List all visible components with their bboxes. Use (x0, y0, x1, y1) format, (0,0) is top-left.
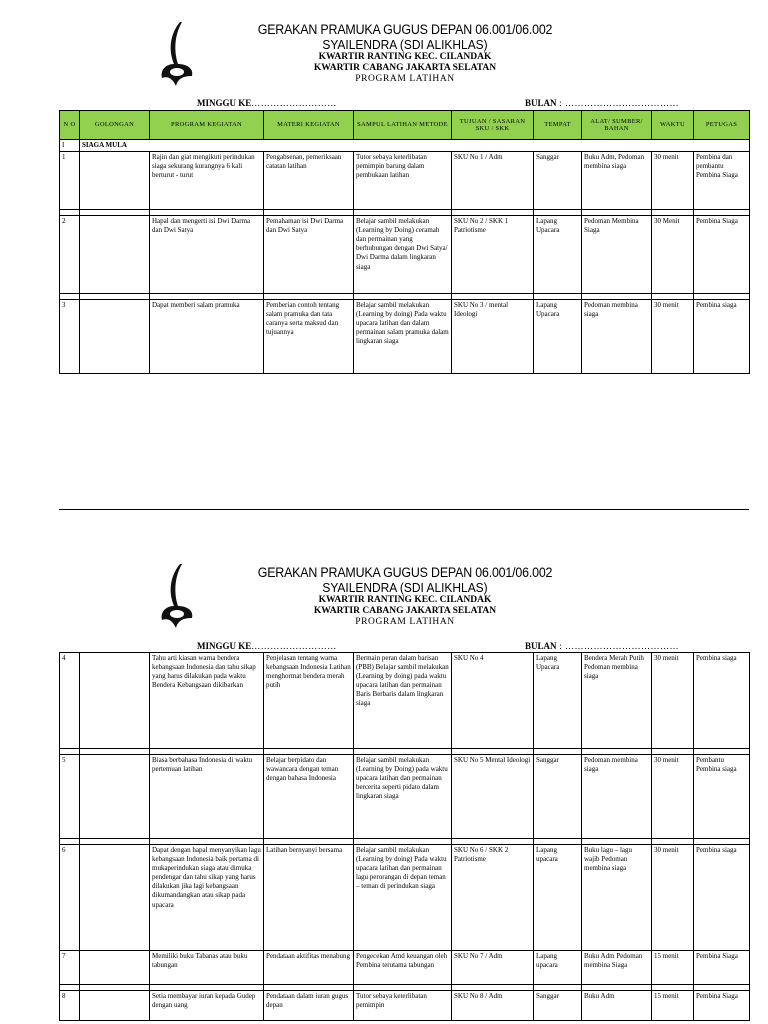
col-header-alat: ALAT/ SUMBER/ BAHAN (582, 111, 652, 140)
cell-no: 7 (60, 951, 80, 985)
cell-tempat: Lapang upacara (534, 951, 582, 985)
cell-golongan (80, 300, 150, 374)
bulan-dots: : ……………………………… (556, 98, 680, 108)
col-header-tujuan: TUJUAN / SASARAN SKU / SKK (452, 111, 534, 140)
col-header-golongan: GOLONGAN (80, 111, 150, 140)
header-line-2: SYAILENDRA (SDI ALIKHLAS) (322, 36, 488, 52)
cell-alat: Pedoman Membina Siaga (582, 216, 652, 294)
cell-alat: Buku Adm (582, 991, 652, 1021)
minggu-dots: ……………………… (251, 641, 337, 651)
header-line-4: KWARTIR CABANG JAKARTA SELATAN (313, 63, 497, 74)
cell-tujuan: SKU No 3 / mental Ideologi (452, 300, 534, 374)
col-header-program: PROGRAM KEGIATAN (150, 111, 264, 140)
header-line-2: SYAILENDRA (SDI ALIKHLAS) (322, 579, 488, 595)
table-row (60, 152, 750, 210)
minggu-label: MINGGU KE (197, 98, 252, 108)
cell-tempat: Lapang Upacara (534, 653, 582, 749)
cell-alat: Pedoman membina siaga (582, 755, 652, 839)
cell-tujuan: SKU No 6 / SKK 2 Patriotisme (452, 845, 534, 951)
cell-golongan (80, 755, 150, 839)
cell-program: Biasa berbahasa Indonesia di waktu pertemuan latihan (150, 755, 264, 839)
table-row (60, 300, 750, 374)
cell-waktu: 30 menit (652, 300, 694, 374)
cell-alat: Bendera Merah Putih Pedoman membina siaga (582, 653, 652, 749)
cell-program: Memiliki buku Tabanas atau buku tabungan (150, 951, 264, 985)
cell-metode: Belajar sambil melakukan (Learning by Doing) pada waktu upacara latihan dan permainan bercerita seperti pidato dalam lingkaran siaga (354, 755, 452, 839)
cell-alat: Pedoman membina siaga (582, 300, 652, 374)
header-line-3: KWARTIR RANTING KEC. CILANDAK (318, 595, 492, 606)
cell-no: 5 (60, 755, 80, 839)
table-row (60, 216, 750, 294)
cell-program: Hapal dan mengerti isi Dwi Darma dan Dwi Satya (150, 216, 264, 294)
col-header-no: N O (60, 111, 80, 140)
cell-materi: Pendataan dalam iuran gugus depan (264, 991, 354, 1021)
cell-materi: Pengabsenan, pemeriksaan catatan latihan (264, 152, 354, 210)
cell-metode: Belajar sambil melakukan (Learning by doing) Pada waktu upacara latihan dan permainan lagu perorangan di depan teman – teman di perindukan siaga (354, 845, 452, 951)
minggu-label: MINGGU KE (197, 641, 252, 651)
cell-no: 3 (60, 300, 80, 374)
cell-petugas: Pembina dan pembantu Pembina Siaga (694, 152, 750, 210)
header-line-1: GERAKAN PRAMUKA GUGUS DEPAN 06.001/06.002 (257, 22, 553, 37)
cell-no: 2 (60, 216, 80, 294)
cell-waktu: 15 menit (652, 991, 694, 1021)
page-separator (59, 509, 749, 510)
header-line-4: KWARTIR CABANG JAKARTA SELATAN (313, 606, 497, 617)
minggu-dots: ……………………… (251, 98, 337, 108)
cell-metode: Bermain peran dalam barisan (PBB) Belajar sambil melakukan (Learning by doing) pada waktu upacara latihan dan permainan Baris Berbaris dalam lingkaran siaga (354, 653, 452, 749)
cell-waktu: 15 menit (652, 951, 694, 985)
cell-program: Dapat memberi salam pramuka (150, 300, 264, 374)
cell-materi: Latihan bernyanyi bersama (264, 845, 354, 951)
cell-golongan (80, 845, 150, 951)
cell-materi: Penjelasan tentang warna kebangsaan Indonesia Latihan menghormat bendera merah putih (264, 653, 354, 749)
cell-petugas: Pembina Siaga (694, 951, 750, 985)
header-line-1: GERAKAN PRAMUKA GUGUS DEPAN 06.001/06.002 (257, 565, 553, 580)
section-label: SIAGA MULA (80, 140, 750, 152)
cell-metode: Belajar sambil melakukan (Learning by Doing) ceramah dan permainan yang berhubungan dengan Dwi Satya/ Dwi Darma dalam lingkaran siaga (354, 216, 452, 294)
cell-materi: Pendataan aktifitas menabung (264, 951, 354, 985)
cell-program: Rajin dan giat mengikuti perindukan siaga sekurang kurangnya 6 kali berturut - turut (150, 152, 264, 210)
cell-tempat: Lapang upacara (534, 845, 582, 951)
cell-metode: Tutor sebaya keterlibatan pemimpin barung dalam pembukaan latihan (354, 152, 452, 210)
cell-golongan (80, 216, 150, 294)
program-table-1 (59, 110, 750, 374)
bulan-dots: : ……………………………… (556, 641, 680, 651)
bulan-label: BULAN (525, 98, 557, 108)
cell-tujuan: SKU No 1 / Adm (452, 152, 534, 210)
cell-metode: Tutor sebaya keterlibatan pemimpin (354, 991, 452, 1021)
cell-petugas: Pembina Siaga (694, 991, 750, 1021)
cell-tempat: Sanggar (534, 755, 582, 839)
minggu-ke-field (197, 641, 337, 651)
cell-alat: Buku lagu – lagu wajib Pedoman membina siaga (582, 845, 652, 951)
cell-tujuan: SKU No 5 Mental Ideologi (452, 755, 534, 839)
col-header-petugas: PETUGAS (694, 111, 750, 140)
bulan-field (525, 98, 679, 108)
cell-golongan (80, 991, 150, 1021)
cell-metode: Pengecekan Amd keuangan oleh Pembina terutama tabungan (354, 951, 452, 985)
cell-materi: Pemahaman isi Dwi Darma dan Dwi Satya (264, 216, 354, 294)
table-row (60, 951, 750, 985)
cell-program: Setia membayar iuran kepada Gudep dengan uang (150, 991, 264, 1021)
cell-materi: Belajar berpidato dan wawancara dengan teman dengan bahasa Indonesia (264, 755, 354, 839)
cell-waktu: 30 menit (652, 653, 694, 749)
col-header-metode: SAMPUL LATIHAN METODE (354, 111, 452, 140)
cell-golongan (80, 152, 150, 210)
tunas-kelapa-logo-icon (158, 562, 194, 628)
table-row (60, 845, 750, 951)
cell-no: 4 (60, 653, 80, 749)
section-row (60, 140, 750, 152)
cell-tempat: Lapang Upacara (534, 216, 582, 294)
cell-tujuan: SKU No 8 / Adm (452, 991, 534, 1021)
cell-petugas: Pembina siaga (694, 300, 750, 374)
tunas-kelapa-logo-icon (158, 20, 194, 86)
cell-tempat: Sanggar (534, 152, 582, 210)
cell-tujuan: SKU No 2 / SKK 1 Patriotisme (452, 216, 534, 294)
table-header-row (60, 111, 750, 140)
cell-tempat: Lapang Upacara (534, 300, 582, 374)
header-line-3: KWARTIR RANTING KEC. CILANDAK (318, 52, 492, 63)
header-line-5: PROGRAM LATIHAN (355, 617, 455, 628)
cell-metode: Belajar sambil melakukan (Learning by doing) Pada waktu upacara latihan dan dalam permainan salam pramuka dalam lingkaran siaga (354, 300, 452, 374)
cell-waktu: 30 menit (652, 755, 694, 839)
cell-alat: Buku Adm, Pedoman membina siaga (582, 152, 652, 210)
table-row (60, 755, 750, 839)
cell-petugas: Pembantu Pembina siaga (694, 755, 750, 839)
cell-waktu: 30 Menit (652, 216, 694, 294)
cell-no: 6 (60, 845, 80, 951)
col-header-materi: MATERI KEGIATAN (264, 111, 354, 140)
cell-petugas: Pembina siaga (694, 653, 750, 749)
cell-tempat: Sanggar (534, 991, 582, 1021)
col-header-tempat: TEMPAT (534, 111, 582, 140)
cell-golongan (80, 951, 150, 985)
cell-program: Tahu arti kiasan warna bendera kebangsaan Indonesia dan tahu sikap yang harus dilakukan pada waktu Bendera Kebangsaan dikibarkan (150, 653, 264, 749)
cell-waktu: 30 menit (652, 845, 694, 951)
cell-tujuan: SKU No 4 (452, 653, 534, 749)
cell-waktu: 30 menit (652, 152, 694, 210)
cell-alat: Buku Adm Pedoman membina Siaga (582, 951, 652, 985)
bulan-field (525, 641, 679, 651)
section-no: I (60, 140, 80, 152)
cell-no: 1 (60, 152, 80, 210)
header-title-block (210, 22, 600, 85)
program-table-2 (59, 652, 750, 1021)
cell-tujuan: SKU No 7 / Adm (452, 951, 534, 985)
cell-petugas: Pembina siaga (694, 845, 750, 951)
bulan-label: BULAN (525, 641, 557, 651)
cell-no: 8 (60, 991, 80, 1021)
cell-program: Dapat dengan hapal menyanyikan lagu kebangsaan Indonesia baik pertama di mukaperindukan siaga atau dimuka pendengar dan tahu sikap yang harus dilakukan jika lagi kebangsaan dikumandangkan atau sikap pada upacara (150, 845, 264, 951)
cell-petugas: Pembina Siaga (694, 216, 750, 294)
col-header-waktu: WAKTU (652, 111, 694, 140)
table-row (60, 653, 750, 749)
cell-golongan (80, 653, 150, 749)
table-row (60, 991, 750, 1021)
minggu-ke-field (197, 98, 337, 108)
header-title-block (210, 565, 600, 628)
cell-materi: Pemberian contoh tentang salam pramuka dan tata caranya serta maksud dan tujuannya (264, 300, 354, 374)
header-line-5: PROGRAM LATIHAN (355, 74, 455, 85)
